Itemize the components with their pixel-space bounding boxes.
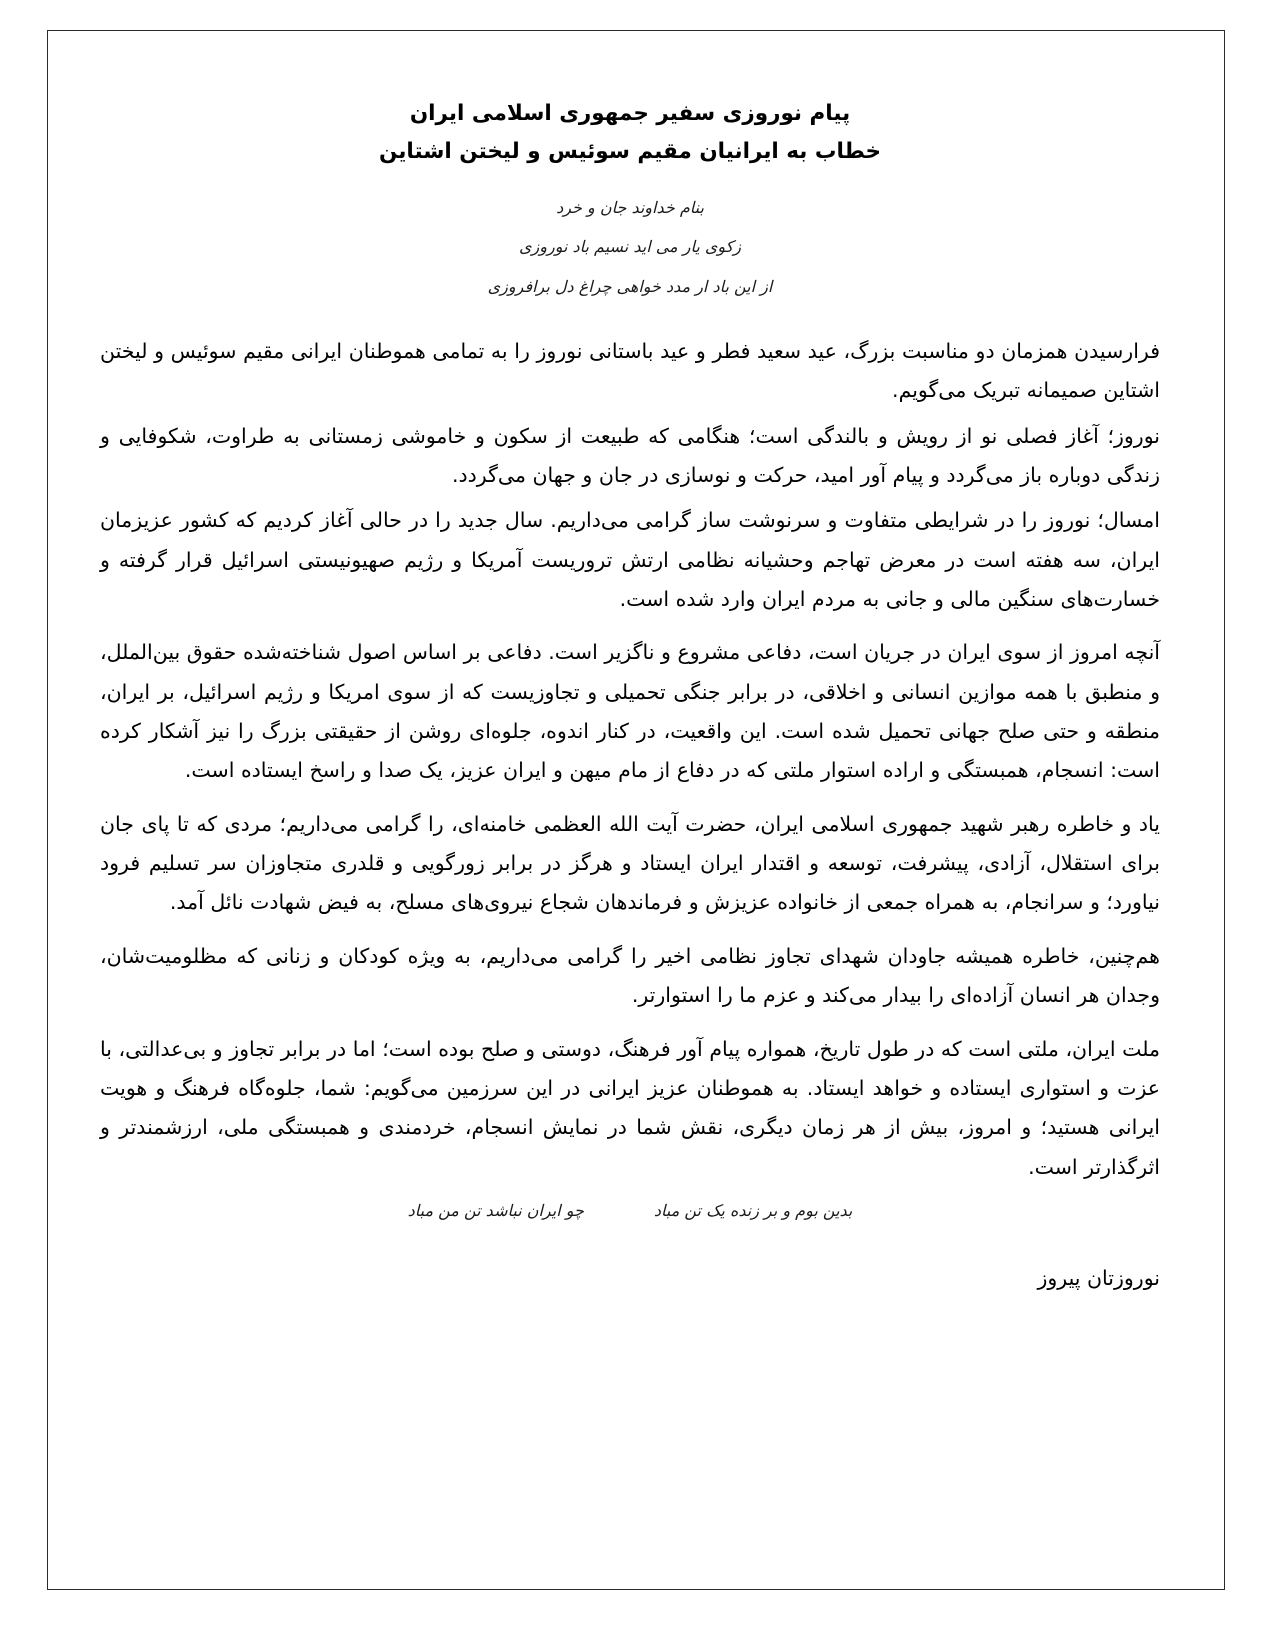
- signoff-text: نوروزتان پیروز: [1037, 1266, 1160, 1290]
- opening-poem-line-2: زکوی یار می اید نسیم باد نوروزی: [519, 237, 741, 257]
- closing-poem-line-1: چو ایران نباشد تن من مباد: [407, 1201, 584, 1220]
- document-title-block: [100, 95, 1160, 170]
- title-line-1: پیام نوروزی سفیر جمهوری اسلامی ایران: [409, 101, 851, 126]
- opening-poem-line-1: بنام خداوند جان و خرد: [556, 198, 704, 218]
- closing-poem-line-2: بدین بوم و بر زنده یک تن مباد: [653, 1201, 853, 1220]
- paragraph-1: فرارسیدن همزمان دو مناسبت بزرگ، عید سعید فطر و عید باستانی نوروز را به تمامی هموطنان ایرانی مقیم سوئیس و لیختن اشتاین صمیمانه تبریک می‌گویم.: [100, 338, 1160, 403]
- title-line-2: خطاب به ایرانیان مقیم سوئیس و لیختن اشتاین: [379, 138, 881, 164]
- document-content: [100, 95, 1160, 1290]
- paragraph-3: امسال؛ نوروز را در شرایطی متفاوت و سرنوشت ساز گرامی می‌داریم. سال جدید را در حالی آغاز کردیم که کشور عزیزمان ایران، سه هفته است در معرض تهاجم وحشیانه نظامی ارتش تروریست آمریکا و رژیم صهیونیستی اسرائیل قرار گرفته و خسارت‌های سنگین مالی و جانی به مردم ایران وارد شده است.: [100, 508, 1160, 611]
- paragraph-6: هم‌چنین، خاطره همیشه جاودان شهدای تجاوز نظامی اخیر را گرامی می‌داریم، به ویژه کودکان و زنانی که مظلومیت‌شان، وجدان هر انسان آزاده‌ای را بیدار می‌کند و عزم ما را استوارتر.: [100, 943, 1160, 1008]
- paragraph-7: ملت ایران، ملتی است که در طول تاریخ، همواره پیام آور فرهنگ، دوستی و صلح بوده است؛ اما در برابر تجاوز و بی‌عدالتی، با عزت و استواری ایستاده و خواهد ایستاد. به هموطنان عزیز ایرانی در این سرزمین می‌گویم: شما، جلوه‌گاه فرهنگ و هویت ایرانی هستید؛ و امروز، بیش از هر زمان دیگری، نقش شما در نمایش انسجام، خردمندی و همبستگی ملی، ارزشمندتر و اثرگذارتر است.: [100, 1036, 1160, 1179]
- opening-poem-line-3: از این باد ار مدد خواهی چراغ دل برافروزی: [487, 276, 773, 296]
- paragraph-2: نوروز؛ آغاز فصلی نو از رویش و بالندگی است؛ هنگامی که طبیعت از سکون و خاموشی زمستانی به طراوت، شکوفایی و زندگی دوباره باز می‌گردد و پیام آور امید، حرکت و نوسازی در جان و جهان می‌گردد.: [100, 423, 1160, 487]
- closing-poem: [100, 1201, 1160, 1220]
- paragraph-5: یاد و خاطره رهبر شهید جمهوری اسلامی ایران، حضرت آیت الله العظمی خامنه‌ای، را گرامی می‌داریم؛ مردی که تا پای جان برای استقلال، آزادی، پیشرفت، توسعه و اقتدار ایران ایستاد و هرگز در برابر زورگویی و قلدری متجاوزان سر تسلیم فرود نیاورد؛ و سرانجام، به همراه جمعی از خانواده عزیزش و فرماندهان شجاع نیروی‌های مسلح، به فیض شهادت نائل آمد.: [100, 811, 1160, 915]
- paragraph-4: آنچه امروز از سوی ایران در جریان است، دفاعی مشروع و ناگزیر است. دفاعی بر اساس اصول شناخته‌شده حقوق بین‌الملل، و منطبق با همه موازین انسانی و اخلاقی، در برابر جنگی تحمیلی و تجاوزیست که از سوی امریکا و رژیم اسرائیل، بر ایران، منطقه و حتی صلح جهانی تحمیل شده است. این واقعیت، در کنار اندوه، جلوه‌ای روشن از حقیقتی بزرگ را نیز آشکار کرده است: انسجام، همبستگی و اراده استوار ملتی که در دفاع از مام میهن و ایران عزیز، یک صدا و راسخ ایستاده است.: [100, 640, 1160, 783]
- opening-poem: [100, 188, 1160, 306]
